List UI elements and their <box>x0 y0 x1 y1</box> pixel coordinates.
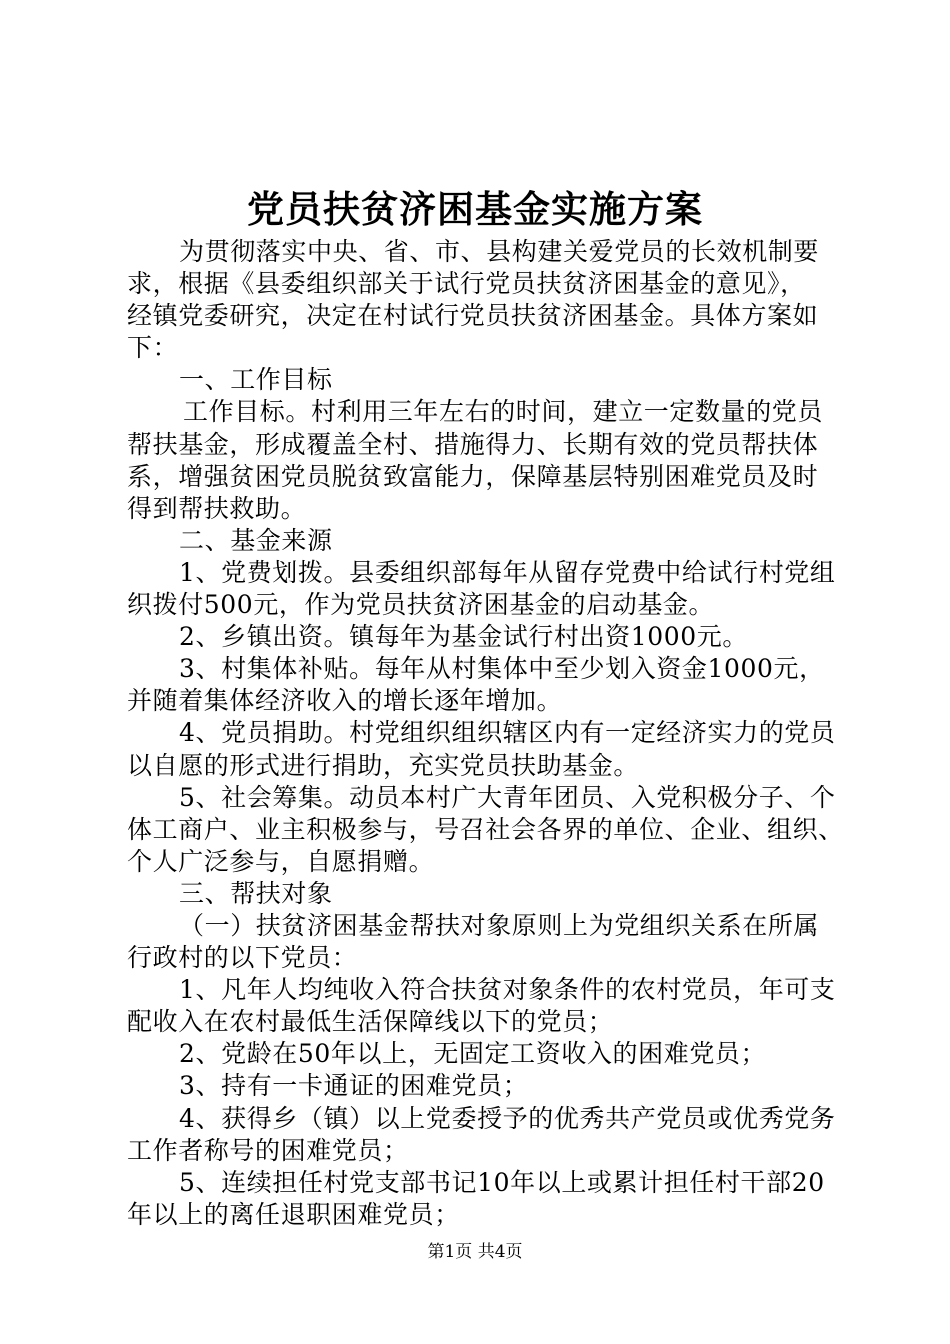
paragraph-line: 求，根据《县委组织部关于试行党员扶贫济困基金的意见》， <box>127 269 806 299</box>
document-title: 党员扶贫济困基金实施方案 <box>247 187 703 231</box>
page-number-footer: 第1页 共4页 <box>427 1242 523 1262</box>
paragraph-line: 工作者称号的困难党员； <box>127 1135 409 1165</box>
paragraph-line: 年以上的离任退职困难党员； <box>127 1199 460 1229</box>
paragraph-line: 为贯彻落实中央、省、市、县构建关爱党员的长效机制要 <box>179 237 820 266</box>
paragraph-line: 行政村的以下党员： <box>127 943 358 973</box>
section-heading: 一、工作目标 <box>179 365 333 395</box>
paragraph-line: 并随着集体经济收入的增长逐年增加。 <box>127 686 563 716</box>
paragraph-line: 体工商户、业主积极参与，号召社会各界的单位、企业、组织、 <box>127 814 844 844</box>
paragraph-line: 1、凡年人均纯收入符合扶贫对象条件的农村党员，年可支 <box>179 975 836 1005</box>
paragraph-line: 5、连续担任村党支部书记10年以上或累计担任村干部20 <box>179 1167 825 1197</box>
section-heading: 二、基金来源 <box>179 525 333 555</box>
document-body <box>127 236 844 1231</box>
paragraph-line: 下： <box>127 333 179 363</box>
paragraph-line: 织拨付500元，作为党员扶贫济困基金的启动基金。 <box>127 590 715 620</box>
paragraph-line: （一）扶贫济困基金帮扶对象原则上为党组织关系在所属 <box>179 910 820 940</box>
paragraph-line: 工作目标。村利用三年左右的时间，建立一定数量的党员 <box>183 397 824 427</box>
paragraph-line: 经镇党委研究，决定在村试行党员扶贫济困基金。具体方案如 <box>127 301 819 331</box>
paragraph-line: 1、党费划拨。县委组织部每年从留存党费中给试行村党组 <box>179 557 836 587</box>
section-heading: 三、帮扶对象 <box>179 878 333 908</box>
paragraph-line: 5、社会筹集。动员本村广大青年团员、入党积极分子、个 <box>179 782 836 812</box>
paragraph-line: 配收入在农村最低生活保障线以下的党员； <box>127 1007 614 1037</box>
paragraph-line: 得到帮扶救助。 <box>127 493 307 523</box>
paragraph-line: 3、持有一卡通证的困难党员； <box>179 1071 529 1101</box>
paragraph-line: 4、获得乡（镇）以上党委授予的优秀共产党员或优秀党务 <box>179 1103 836 1133</box>
paragraph-line: 个人广泛参与，自愿捐赠。 <box>127 846 435 876</box>
paragraph-line: 帮扶基金，形成覆盖全村、措施得力、长期有效的党员帮扶体 <box>127 429 819 459</box>
paragraph-line: 2、党龄在50年以上，无固定工资收入的困难党员； <box>179 1039 767 1069</box>
paragraph-line: 2、乡镇出资。镇每年为基金试行村出资1000元。 <box>179 622 748 652</box>
paragraph-line: 4、党员捐助。村党组织组织辖区内有一定经济实力的党员 <box>179 718 836 748</box>
paragraph-line: 系，增强贫困党员脱贫致富能力，保障基层特别困难党员及时 <box>127 461 819 491</box>
paragraph-line: 3、村集体补贴。每年从村集体中至少划入资金1000元， <box>179 654 825 684</box>
paragraph-line: 以自愿的形式进行捐助，充实党员扶助基金。 <box>127 750 640 780</box>
